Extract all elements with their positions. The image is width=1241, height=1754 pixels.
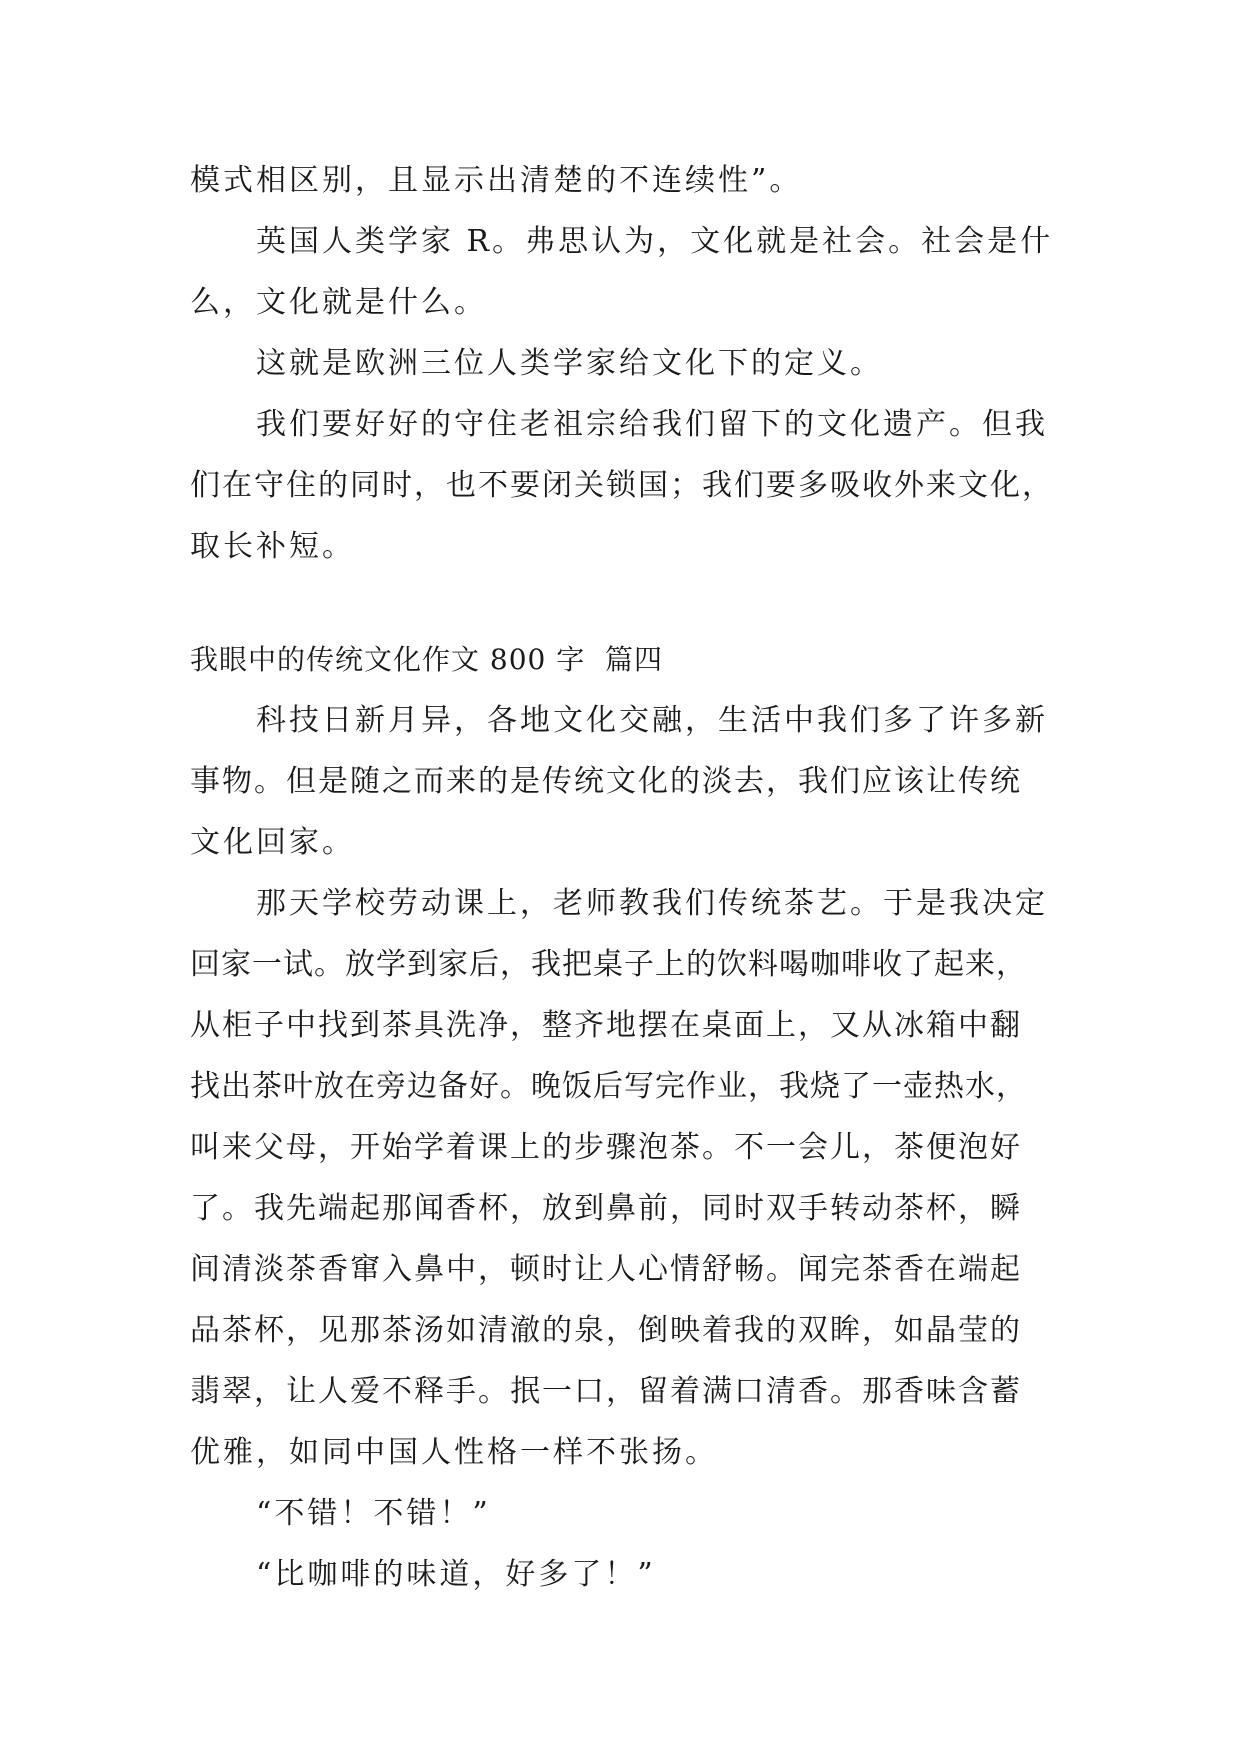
text-line: 品茶杯，见那茶汤如清澈的泉，倒映着我的双眸，如晶莹的	[190, 1313, 1022, 1348]
text-line: 从柜子中找到茶具洗净，整齐地摆在桌面上，又从冰箱中翻	[190, 1008, 1022, 1043]
text-line: 取长补短。	[190, 529, 355, 564]
text-line: 们在守住的同时，也不要闭关锁国；我们要多吸收外来文化，	[190, 468, 1054, 503]
section-heading: 我眼中的传统文化作文 800 字 篇四	[190, 643, 664, 676]
text-line: 优雅，如同中国人性格一样不张扬。	[190, 1435, 718, 1470]
document-page	[190, 150, 1052, 1605]
text-line: 那天学校劳动课上，老师教我们传统茶艺。于是我决定	[256, 886, 1048, 921]
text-line: 英国人类学家 R。弗思认为，文化就是社会。社会是什	[256, 224, 1054, 259]
text-line: 这就是欧洲三位人类学家给文化下的定义。	[256, 346, 883, 381]
text-line: 回家一试。放学到家后，我把桌子上的饮料喝咖啡收了起来，	[190, 947, 1027, 982]
quote-line: “比咖啡的味道，好多了！”	[256, 1557, 656, 1592]
text-line: 事物。但是随之而来的是传统文化的淡去，我们应该让传统	[190, 764, 1022, 799]
text-line: 间清淡茶香窜入鼻中，顿时让人心情舒畅。闻完茶香在端起	[190, 1252, 1022, 1287]
text-line: 我们要好好的守住老祖宗给我们留下的文化遗产。但我	[256, 407, 1048, 442]
text-line: 文化回家。	[190, 825, 355, 860]
text-line: 科技日新月异，各地文化交融，生活中我们多了许多新	[256, 703, 1048, 738]
text-line: 翡翠，让人爱不释手。抿一口，留着满口清香。那香味含蓄	[190, 1374, 1022, 1409]
text-line: 找出茶叶放在旁边备好。晚饭后写完作业，我烧了一壶热水，	[190, 1069, 1027, 1104]
text-line: 了。我先端起那闻香杯，放到鼻前，同时双手转动茶杯，瞬	[190, 1191, 1022, 1226]
text-line: 模式相区别，且显示出清楚的不连续性”。	[190, 163, 803, 198]
paragraph-gap	[190, 577, 1052, 629]
text-line: 叫来父母，开始学着课上的步骤泡茶。不一会儿，茶便泡好	[190, 1130, 1022, 1165]
text-line: 么，文化就是什么。	[190, 285, 487, 320]
quote-line: “不错！不错！”	[256, 1496, 491, 1531]
